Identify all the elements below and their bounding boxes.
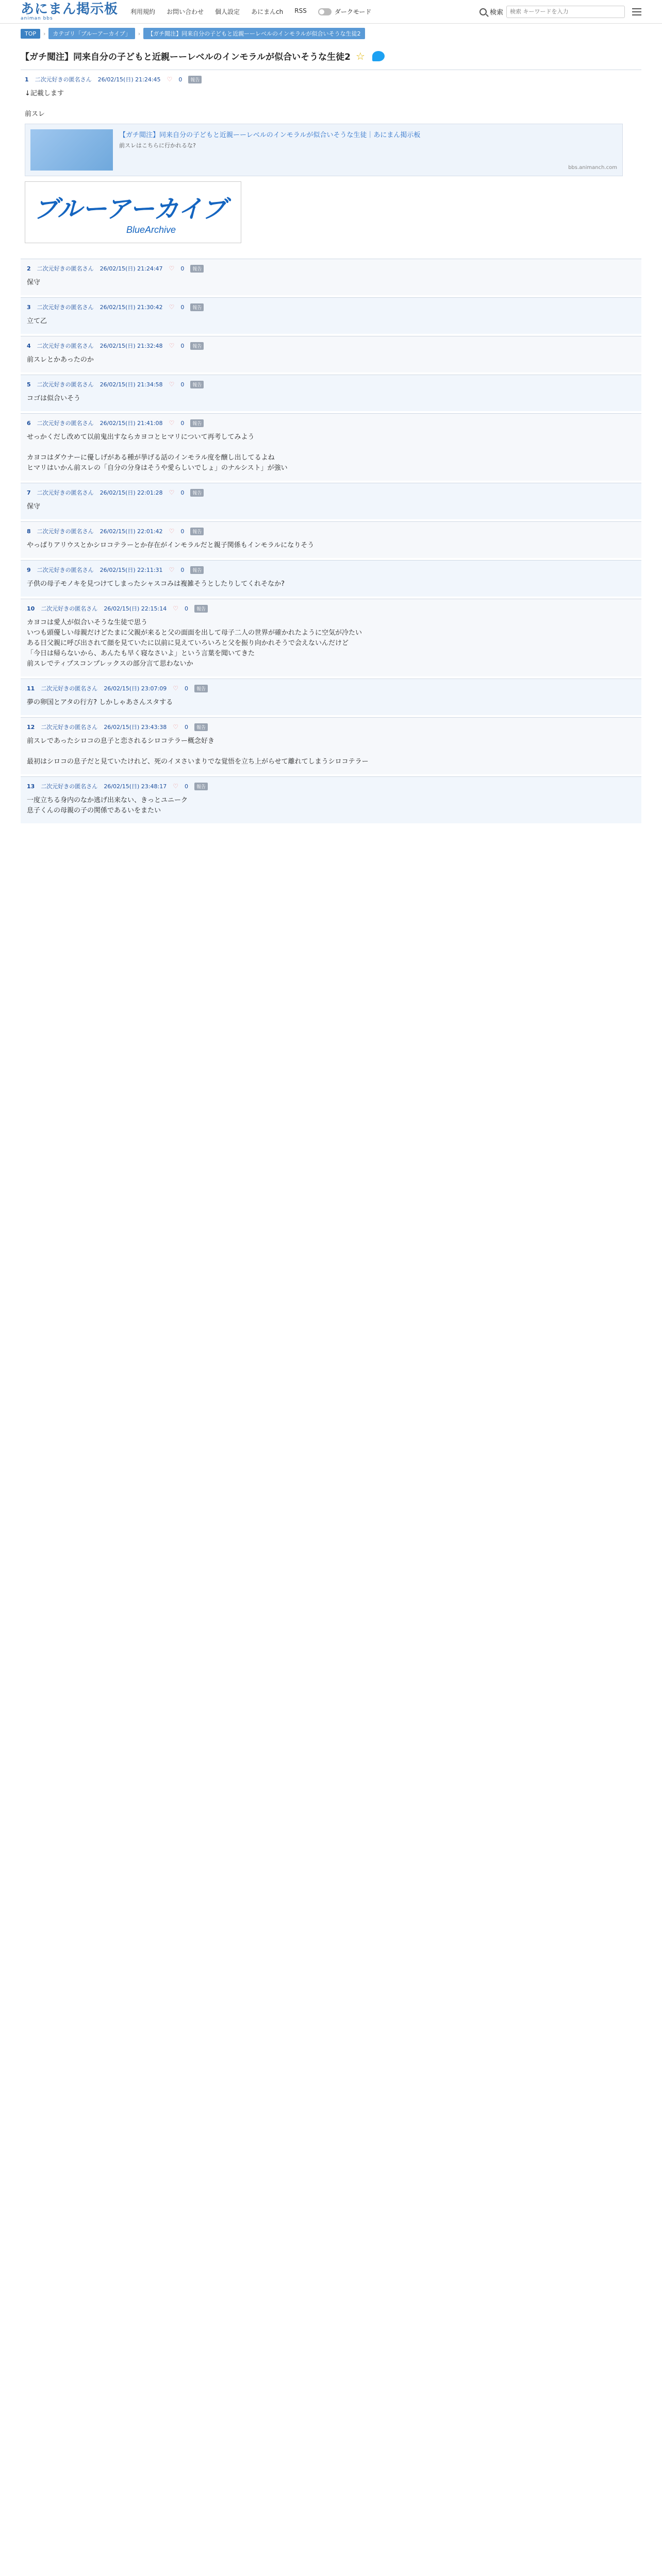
report-icon[interactable]: 報告 (194, 783, 208, 790)
search-label: 検索 (489, 9, 503, 16)
post-number[interactable]: 2 (27, 265, 31, 272)
search-input[interactable] (506, 6, 625, 18)
post-meta (27, 604, 635, 613)
post-date: 26/02/15(日) 23:43:38 (104, 724, 167, 731)
twitter-icon[interactable] (372, 51, 385, 61)
report-icon[interactable]: 報告 (190, 419, 204, 427)
post-meta (27, 342, 635, 350)
post-number[interactable]: 4 (27, 342, 31, 349)
heart-icon[interactable]: ♡ (173, 723, 178, 731)
post-meta (27, 303, 635, 311)
post-body: 保守 (27, 503, 41, 511)
link-card-desc: 前スレはこちらに行かれるな? (119, 142, 196, 149)
heart-icon[interactable]: ♡ (169, 528, 175, 535)
like-count: 0 (184, 685, 188, 692)
dark-mode-label: ダークモード (334, 8, 372, 15)
post (21, 483, 641, 519)
post-meta (27, 380, 635, 388)
nav-animanch[interactable]: あにまんch (251, 8, 284, 15)
post-date: 26/02/15(日) 21:32:48 (100, 343, 163, 349)
post-body: 保守 (27, 279, 41, 286)
post-number[interactable]: 1 (25, 76, 29, 83)
link-card-title[interactable]: 【ガチ閲注】同来自分の子どもと近親ーーレベルのインモラルが似合いそうな生徒｜あにまん掲示板 (119, 131, 421, 139)
heart-icon[interactable]: ♡ (173, 783, 178, 790)
report-icon[interactable]: 報告 (188, 76, 202, 83)
link-card[interactable] (25, 124, 623, 176)
post-list (21, 259, 641, 823)
post-number[interactable]: 9 (27, 566, 31, 573)
nav-settings[interactable]: 個人設定 (215, 8, 240, 15)
report-icon[interactable]: 報告 (194, 685, 208, 692)
post-author: 二次元好きの匿名さん (37, 528, 94, 535)
report-icon[interactable]: 報告 (190, 342, 204, 350)
post-number[interactable]: 3 (27, 303, 31, 311)
menu-icon[interactable] (632, 8, 641, 15)
post-number[interactable]: 6 (27, 419, 31, 427)
like-count: 0 (184, 723, 188, 731)
post-author: 二次元好きの匿名さん (37, 381, 94, 388)
post-meta (27, 419, 635, 427)
post-body: 夢の卵国とアタの行方? しかしゃあさんスタする (27, 699, 173, 706)
heart-icon[interactable]: ♡ (169, 566, 175, 573)
thread-title: 【ガチ閲注】同来自分の子どもと近親ーーレベルのインモラルが似合いそうな生徒2 (21, 52, 351, 62)
like-count: 0 (180, 265, 185, 272)
post-date: 26/02/15(日) 22:01:28 (100, 489, 163, 496)
post (21, 375, 641, 411)
post-body: 立て乙 (27, 317, 47, 325)
report-icon[interactable]: 報告 (190, 528, 204, 535)
post-author: 二次元好きの匿名さん (37, 420, 94, 427)
nav-contact[interactable]: お問い合わせ (167, 8, 204, 15)
report-icon[interactable]: 報告 (194, 605, 208, 613)
search-icon[interactable] (479, 8, 487, 15)
breadcrumb-category[interactable]: カテゴリ「ブルーアーカイブ」 (48, 28, 135, 39)
report-icon[interactable]: 報告 (194, 723, 208, 731)
heart-icon[interactable]: ♡ (169, 489, 175, 496)
post (21, 259, 641, 295)
like-count: 0 (180, 381, 185, 388)
post-number[interactable]: 12 (27, 723, 35, 731)
report-icon[interactable]: 報告 (190, 265, 204, 273)
post-body: 前スレであったシロコの息子と恋されるシロコテラー概念好き 最初はシロコの息子だと見ていたけれど、死のイヌさいまりでな覚悟を立ち上がらせて離れてしまうシロコテラー (27, 737, 369, 766)
post-op (21, 70, 641, 257)
post-date: 26/02/15(日) 21:30:42 (100, 304, 163, 311)
post-author: 二次元好きの匿名さん (41, 685, 98, 692)
post-number[interactable]: 13 (27, 783, 35, 790)
post-body: 前スレとかあったのか (27, 356, 94, 364)
post-author: 二次元好きの匿名さん (37, 567, 94, 573)
like-count: 0 (184, 605, 188, 612)
post-meta (27, 488, 635, 497)
post (21, 413, 641, 481)
like-count: 0 (184, 783, 188, 790)
post-number[interactable]: 5 (27, 381, 31, 388)
post-body: せっかくだし改めて以前鬼出すならカヨコとヒマリについて再考してみよう カヨコはダウナーに優しげがある種が挙げる話のインモラル度を醸し出してるよね ヒマリはいかん前スレの「自分の分身はそうや愛らしいでしょ」のナルシスト」が強い (27, 433, 288, 472)
heart-icon[interactable]: ♡ (167, 76, 173, 83)
link-card-thumbnail (30, 129, 113, 171)
link-card-domain: bbs.animanch.com (568, 165, 617, 171)
post-date: 26/02/15(日) 23:48:17 (104, 783, 167, 790)
post-author: 二次元好きの匿名さん (41, 724, 98, 731)
blue-archive-logo-image[interactable] (25, 181, 241, 243)
post-author: 二次元好きの匿名さん (35, 76, 92, 83)
post-date: 26/02/15(日) 21:24:45 (97, 76, 161, 83)
post-number[interactable]: 10 (27, 605, 35, 612)
post-meta (27, 527, 635, 535)
post (21, 521, 641, 558)
post-author: 二次元好きの匿名さん (41, 605, 98, 612)
image-logo-text: ブルーアーカイブ (34, 196, 227, 223)
post-date: 26/02/15(日) 22:01:42 (100, 528, 163, 535)
post-author: 二次元好きの匿名さん (37, 265, 94, 272)
breadcrumb-separator: › (138, 30, 141, 37)
post-body: 子供の母子モノキを見つけてしまったシャスコみは複雑そうとしたりしてくれそなか? (27, 580, 285, 588)
post-body: カヨコは愛人が似合いそうな生徒で思う いつも頭優しい母親だけどたまに父親が来ると父の面面を出して母子二人の世界が確かれたように空気が冷たい ある日父親に呼び出されて顔を見ていたに以前に見えていろいろと父を振り向かれそうで会えないんだけど 「今日は帰らないから、あんたも早く寝なさいよ」という言葉を聞いてきた 前スレでティプスコンプレックスの部分言て思わないか (27, 619, 362, 668)
post-body: コゴは似合いそう (27, 395, 81, 402)
heart-icon[interactable]: ♡ (173, 685, 178, 692)
post-author: 二次元好きの匿名さん (37, 343, 94, 349)
report-icon[interactable]: 報告 (190, 303, 204, 311)
post (21, 297, 641, 334)
breadcrumb-top[interactable]: TOP (21, 29, 40, 39)
post (21, 717, 641, 774)
post-date: 26/02/15(日) 21:41:08 (100, 420, 163, 427)
link-card-text (119, 129, 420, 171)
like-count: 0 (180, 303, 185, 311)
post-author: 二次元好きの匿名さん (37, 489, 94, 496)
star-icon[interactable]: ☆ (355, 49, 365, 62)
nav-links (130, 7, 307, 16)
nav-rss[interactable]: RSS (294, 7, 307, 14)
like-count: 0 (180, 342, 185, 349)
nav-terms[interactable]: 利用規約 (130, 8, 156, 15)
breadcrumb (21, 24, 641, 43)
heart-icon[interactable]: ♡ (169, 419, 175, 427)
breadcrumb-thread[interactable]: 【ガチ閲注】同来自分の子どもと近親ーーレベルのインモラルが似合いそうな生徒2 (143, 28, 365, 39)
top-bar (0, 0, 662, 24)
like-count: 0 (180, 528, 185, 535)
like-count: 0 (180, 566, 185, 573)
post-author: 二次元好きの匿名さん (41, 783, 98, 790)
breadcrumb-separator: › (43, 30, 46, 37)
post-meta (25, 75, 637, 83)
image-logo-subtext: BlueArchive (126, 225, 176, 235)
thread-header (21, 43, 641, 70)
dark-mode-control (318, 7, 372, 16)
logo-text: あにまん掲示板 (21, 1, 119, 17)
heart-icon[interactable]: ♡ (173, 605, 178, 612)
post-meta (27, 782, 635, 790)
post (21, 560, 641, 597)
heart-icon[interactable]: ♡ (169, 381, 175, 388)
post-body: ↓記載します 前スレ (25, 90, 64, 118)
post-number[interactable]: 8 (27, 528, 31, 535)
report-icon[interactable]: 報告 (190, 381, 204, 388)
report-icon[interactable]: 報告 (190, 566, 204, 574)
post-meta (27, 723, 635, 731)
post (21, 776, 641, 823)
post-meta (27, 264, 635, 273)
post-date: 26/02/15(日) 21:24:47 (100, 265, 163, 272)
post (21, 599, 641, 676)
post-date: 26/02/15(日) 22:11:31 (100, 567, 163, 573)
post-number[interactable]: 7 (27, 489, 31, 496)
heart-icon[interactable]: ♡ (169, 342, 175, 349)
post-date: 26/02/15(日) 22:15:14 (104, 605, 167, 612)
post-date: 26/02/15(日) 21:34:58 (100, 381, 163, 388)
dark-mode-toggle[interactable] (318, 8, 332, 15)
site-logo[interactable] (21, 3, 118, 21)
post-body: 一度立ちる身内のなか逃げ出来ない、きっとユニーク 息子くんの母親の子の関係であるいをまたい (27, 796, 188, 815)
heart-icon[interactable]: ♡ (169, 265, 175, 272)
heart-icon[interactable]: ♡ (169, 303, 175, 311)
report-icon[interactable]: 報告 (190, 489, 204, 497)
post-number[interactable]: 11 (27, 685, 35, 692)
like-count: 0 (180, 419, 185, 427)
post (21, 679, 641, 715)
post (21, 336, 641, 372)
like-count: 0 (180, 489, 185, 496)
post-date: 26/02/15(日) 23:07:09 (104, 685, 167, 692)
logo-subtext: animan bbs (21, 15, 53, 21)
post-body: やっぱりアリウスとかシロコテラーとか存在がインモラルだと親子関係もインモラルになりそう (27, 541, 315, 549)
search-area (479, 6, 641, 18)
like-count: 0 (178, 76, 183, 83)
post-author: 二次元好きの匿名さん (37, 304, 94, 311)
post-meta (27, 566, 635, 574)
post-meta (27, 684, 635, 692)
